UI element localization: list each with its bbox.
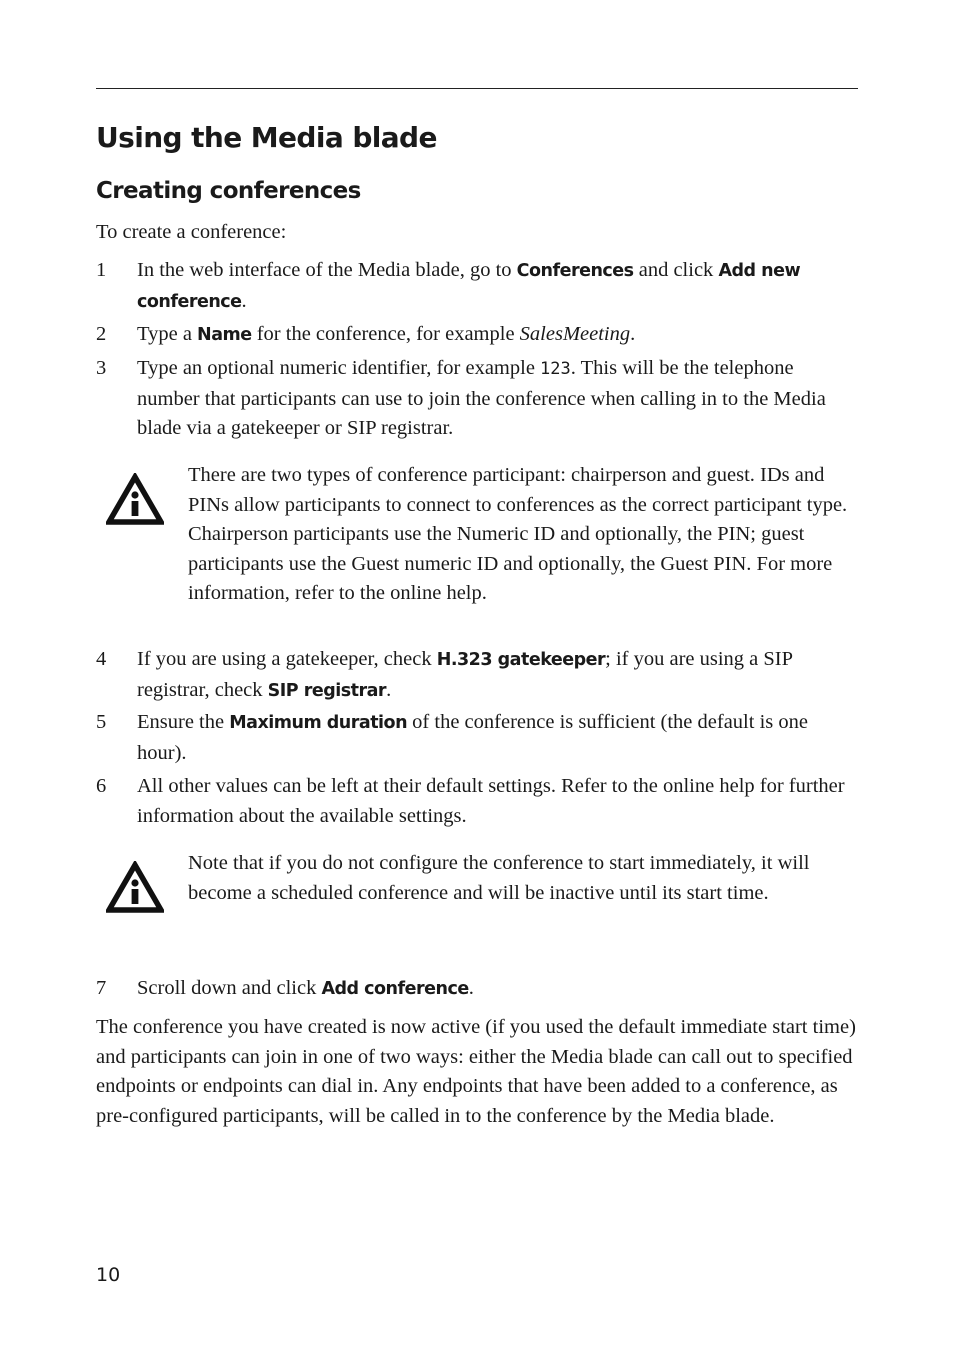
- step-number: 4: [96, 648, 107, 670]
- header-rule: [96, 88, 858, 89]
- step-3: [96, 354, 858, 444]
- note-text: Note that if you do not configure the conference to start immediately, it will become a scheduled conference and will be inactive until its start time.: [188, 852, 810, 904]
- document-page: [96, 0, 858, 1352]
- info-icon: [106, 473, 164, 525]
- step-5: [96, 708, 858, 768]
- step-number: 2: [96, 323, 107, 345]
- step-text: If you are using a gatekeeper, check H.323 gatekeeper; if you are using a SIP registrar, check SIP registrar.: [137, 648, 793, 701]
- ui-term-add-new-conference: Add new conference: [137, 261, 801, 312]
- ui-term-conferences: Conferences: [516, 261, 634, 281]
- step-text: In the web interface of the Media blade, go to Conferences and click Add new conference.: [137, 259, 801, 312]
- step-number: 6: [96, 775, 107, 797]
- info-note: [96, 849, 858, 908]
- section-heading: Using the Media blade: [96, 121, 437, 154]
- step-6: [96, 772, 858, 831]
- ui-term-maximum-duration: Maximum duration: [229, 713, 408, 733]
- ui-term-add-conference: Add conference: [321, 979, 469, 999]
- ui-term-sip-registrar: SIP registrar: [267, 680, 387, 701]
- info-note: [96, 461, 858, 609]
- ui-term-h323-gatekeeper: H.323 gatekeeper: [436, 650, 606, 670]
- step-text: All other values can be left at their default settings. Refer to the online help for further information about the available settings.: [137, 775, 845, 827]
- step-text: Scroll down and click Add conference.: [137, 977, 474, 999]
- page-number: 10: [96, 1264, 121, 1286]
- step-number: 1: [96, 259, 107, 281]
- ui-term-name: Name: [197, 325, 252, 345]
- step-number: 5: [96, 711, 107, 733]
- step-text: Type a Name for the conference, for example SalesMeeting.: [137, 323, 636, 345]
- step-7: [96, 974, 858, 1005]
- note-text: There are two types of conference participant: chairperson and guest. IDs and PINs allow participants to connect to conferences as the correct participant type. Chairperson participants use the Numeric ID and optionally, the PIN; guest participants use the Guest numeric ID and optionally, the Guest PIN. For more information, refer to the online help.: [188, 464, 848, 604]
- step-number: 7: [96, 977, 107, 999]
- intro-paragraph: To create a conference:: [96, 221, 287, 243]
- example-value: SalesMeeting: [519, 323, 631, 345]
- subsection-heading: Creating conferences: [96, 178, 361, 204]
- example-code: 123: [540, 359, 571, 379]
- step-text: Ensure the Maximum duration of the conference is sufficient (the default is one hour).: [137, 711, 808, 764]
- closing-paragraph: The conference you have created is now active (if you used the default immediate start time) and participants can join in one of two ways: either the Media blade can call out to specified endpoints or endpoints can dial in. Any endpoints that have been added to a conference, as pre-configured participants, will be called in to the conference by the Media blade.: [96, 1016, 856, 1127]
- step-4: [96, 645, 858, 706]
- step-2: [96, 320, 858, 351]
- step-text: Type an optional numeric identifier, for example 123. This will be the telephone number that participants can use to join the conference when calling in to the Media blade via a gatekeeper or SIP registrar.: [137, 357, 826, 439]
- step-number: 3: [96, 357, 107, 379]
- info-icon: [106, 861, 164, 913]
- step-1: [96, 256, 858, 317]
